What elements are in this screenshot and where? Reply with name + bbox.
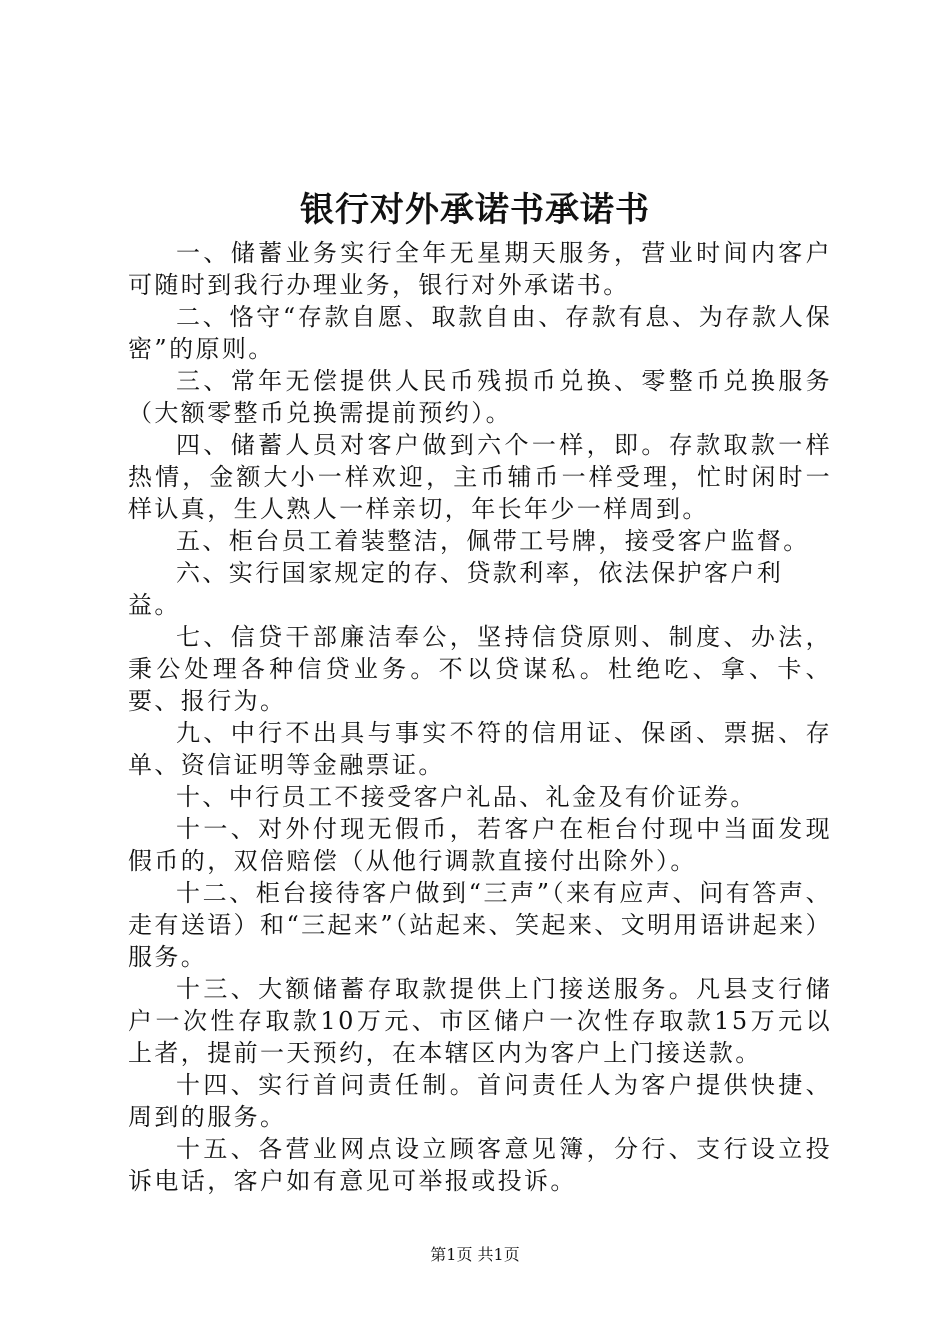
paragraph-5: 五、柜台员工着装整洁，佩带工号牌，接受客户监督。 <box>176 527 810 555</box>
paragraph-3: 三、常年无偿提供人民币残损币兑换、零整币兑换服务（大额零整币兑换需提前预约）。 <box>128 367 832 427</box>
paragraph-7: 七、信贷干部廉洁奉公，坚持信贷原则、制度、办法，秉公处理各种信贷业务。不以贷谋私。杜绝吃、拿、卡、要、报行为。 <box>128 623 832 715</box>
paragraph-4: 四、储蓄人员对客户做到六个一样，即。存款取款一样热情，金额大小一样欢迎，主币辅币一样受理，忙时闲时一样认真，生人熟人一样亲切，年长年少一样周到。 <box>128 431 832 523</box>
paragraph-11: 十一、对外付现无假币，若客户在柜台付现中当面发现假币的，双倍赔偿（从他行调款直接付出除外）。 <box>128 815 832 875</box>
paragraph-15: 十五、各营业网点设立顾客意见簿，分行、支行设立投诉电话，客户如有意见可举报或投诉。 <box>128 1135 832 1195</box>
paragraph-6: 六、实行国家规定的存、贷款利率，依法保护客户利益。 <box>128 559 784 619</box>
paragraph-12: 十二、柜台接待客户做到“三声”（来有应声、问有答声、走有送语）和“三起来”（站起来、笑起来、文明用语讲起来）服务。 <box>128 879 832 971</box>
paragraph-14: 十四、实行首问责任制。首问责任人为客户提供快捷、周到的服务。 <box>128 1071 832 1131</box>
document-body <box>128 237 832 1197</box>
paragraph-10: 十、中行员工不接受客户礼品、礼金及有价证券。 <box>176 783 757 811</box>
paragraph-13: 十三、大额储蓄存取款提供上门接送服务。凡县支行储户一次性存取款10万元、市区储户一次性存取款15万元以上者，提前一天预约，在本辖区内为客户上门接送款。 <box>128 975 832 1067</box>
document-title: 银行对外承诺书承诺书 <box>300 190 650 230</box>
paragraph-9: 九、中行不出具与事实不符的信用证、保函、票据、存单、资信证明等金融票证。 <box>128 719 832 779</box>
page-footer: 第1页 共1页 <box>430 1245 520 1264</box>
paragraph-1: 一、储蓄业务实行全年无星期天服务，营业时间内客户可随时到我行办理业务，银行对外承诺书。 <box>128 239 832 299</box>
paragraph-2: 二、恪守“存款自愿、取款自由、存款有息、为存款人保密”的原则。 <box>128 303 832 363</box>
